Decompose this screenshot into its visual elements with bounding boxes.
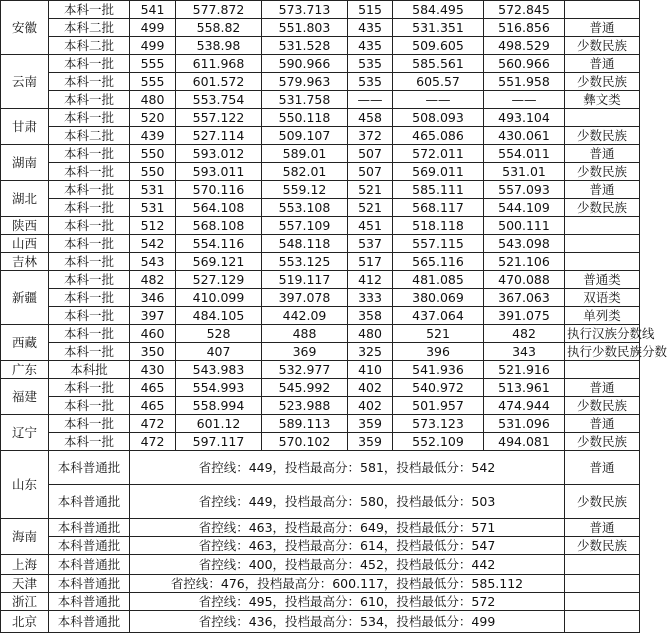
score-cell: 508.093 [393,109,484,127]
batch-cell: 本科普通批 [49,537,130,555]
score-cell: 590.966 [262,55,348,73]
note-cell [565,361,640,379]
score-cell: 509.605 [393,37,484,55]
score-cell: 435 [348,37,393,55]
batch-cell: 本科一批 [49,109,130,127]
score-cell: 521.916 [484,361,565,379]
batch-cell: 本科普通批 [49,593,130,611]
score-cell: 521 [393,325,484,343]
score-cell: 553.125 [262,253,348,271]
score-cell: 554.011 [484,145,565,163]
batch-cell: 本科二批 [49,127,130,145]
score-cell: 555 [130,73,176,91]
note-cell: 执行少数民族分数 [565,343,640,361]
score-cell: 554.116 [176,235,262,253]
table-row [1,575,640,593]
score-cell: 472 [130,433,176,451]
score-cell: 523.988 [262,397,348,415]
score-summary-cell: 省控线：449，投档最高分：581，投档最低分：542 [130,451,565,485]
score-cell: 499 [130,37,176,55]
score-cell: 579.963 [262,73,348,91]
score-cell: 537 [348,235,393,253]
note-cell [565,575,640,593]
table-row [1,91,640,109]
score-cell: 343 [484,343,565,361]
score-cell: 605.57 [393,73,484,91]
score-cell: 402 [348,397,393,415]
score-cell: 521 [348,199,393,217]
batch-cell: 本科批 [49,361,130,379]
batch-cell: 本科普通批 [49,451,130,485]
note-cell: 普通 [565,379,640,397]
table-row [1,55,640,73]
score-cell: 531.528 [262,37,348,55]
score-cell: 518.118 [393,217,484,235]
score-cell: 498.529 [484,37,565,55]
table-row [1,433,640,451]
score-cell: 550.118 [262,109,348,127]
table-row [1,307,640,325]
batch-cell: 本科一批 [49,307,130,325]
score-cell: 482 [484,325,565,343]
province-cell: 海南 [1,519,49,555]
note-cell: 普通类 [565,271,640,289]
score-cell: 410.099 [176,289,262,307]
score-cell: 551.803 [262,19,348,37]
score-cell: 507 [348,163,393,181]
province-cell: 吉林 [1,253,49,271]
province-cell: 辽宁 [1,415,49,451]
score-cell: 484.105 [176,307,262,325]
score-summary-cell: 省控线：476，投档最高分：600.117，投档最低分：585.112 [130,575,565,593]
score-cell: 557.093 [484,181,565,199]
score-cell: 372 [348,127,393,145]
province-cell: 陕西 [1,217,49,235]
batch-cell: 本科一批 [49,433,130,451]
table-row [1,181,640,199]
score-cell: 465 [130,397,176,415]
batch-cell: 本科一批 [49,235,130,253]
table-row [1,325,640,343]
score-cell: 465 [130,379,176,397]
score-cell: 557.115 [393,235,484,253]
note-cell: 少数民族 [565,73,640,91]
batch-cell: 本科二批 [49,19,130,37]
table-row [1,485,640,519]
table-row [1,199,640,217]
table-row [1,397,640,415]
score-cell: 412 [348,271,393,289]
batch-cell: 本科一批 [49,55,130,73]
note-cell: 单列类 [565,307,640,325]
table-row [1,289,640,307]
batch-cell: 本科一批 [49,91,130,109]
note-cell: 少数民族 [565,199,640,217]
score-cell: 597.117 [176,433,262,451]
score-cell: 521 [348,181,393,199]
score-cell: 396 [393,343,484,361]
score-cell: 367.063 [484,289,565,307]
score-cell: 359 [348,433,393,451]
note-cell [565,253,640,271]
table-row [1,611,640,633]
table-row [1,343,640,361]
batch-cell: 本科普通批 [49,611,130,633]
score-cell: —— [393,91,484,109]
score-cell: 380.069 [393,289,484,307]
table-row [1,145,640,163]
province-cell: 北京 [1,611,49,633]
score-cell: 564.108 [176,199,262,217]
note-cell [565,1,640,19]
score-cell: 601.12 [176,415,262,433]
table-row [1,537,640,555]
score-cell: 573.123 [393,415,484,433]
batch-cell: 本科一批 [49,343,130,361]
score-cell: 551.958 [484,73,565,91]
note-cell: 普通 [565,451,640,485]
score-cell: 531.758 [262,91,348,109]
score-cell: 435 [348,19,393,37]
score-summary-cell: 省控线：449，投档最高分：580，投档最低分：503 [130,485,565,519]
province-cell: 广东 [1,361,49,379]
score-cell: 507 [348,145,393,163]
province-cell: 湖南 [1,145,49,181]
score-cell: 582.01 [262,163,348,181]
score-summary-cell: 省控线：463，投档最高分：649，投档最低分：571 [130,519,565,537]
score-cell: 542 [130,235,176,253]
score-cell: 570.116 [176,181,262,199]
score-cell: 572.011 [393,145,484,163]
table-row [1,127,640,145]
score-summary-cell: 省控线：436，投档最高分：534，投档最低分：499 [130,611,565,633]
score-cell: 569.121 [176,253,262,271]
score-cell: 570.102 [262,433,348,451]
batch-cell: 本科一批 [49,199,130,217]
score-cell: 554.993 [176,379,262,397]
score-cell: 494.081 [484,433,565,451]
batch-cell: 本科一批 [49,1,130,19]
table-row [1,37,640,55]
score-cell: 535 [348,55,393,73]
score-cell: 601.572 [176,73,262,91]
score-cell: 439 [130,127,176,145]
note-cell: 普通 [565,19,640,37]
batch-cell: 本科一批 [49,181,130,199]
score-cell: 350 [130,343,176,361]
note-cell: 少数民族 [565,433,640,451]
score-cell: 472 [130,415,176,433]
table-row [1,361,640,379]
score-cell: 611.968 [176,55,262,73]
score-cell: 430.061 [484,127,565,145]
table-row [1,415,640,433]
score-cell: 516.856 [484,19,565,37]
score-cell: —— [484,91,565,109]
batch-cell: 本科一批 [49,253,130,271]
score-cell: 545.992 [262,379,348,397]
score-cell: 573.713 [262,1,348,19]
score-cell: 528 [176,325,262,343]
score-cell: 517 [348,253,393,271]
note-cell [565,555,640,575]
score-summary-cell: 省控线：463，投档最高分：614，投档最低分：547 [130,537,565,555]
batch-cell: 本科普通批 [49,555,130,575]
score-cell: 437.064 [393,307,484,325]
score-cell: 543.098 [484,235,565,253]
score-cell: 493.104 [484,109,565,127]
score-cell: 333 [348,289,393,307]
score-cell: 541 [130,1,176,19]
score-cell: 577.872 [176,1,262,19]
note-cell: 普通 [565,55,640,73]
score-cell: 559.12 [262,181,348,199]
score-cell: 501.957 [393,397,484,415]
batch-cell: 本科一批 [49,325,130,343]
note-cell [565,109,640,127]
score-cell: 552.109 [393,433,484,451]
score-cell: 359 [348,415,393,433]
score-cell: 391.075 [484,307,565,325]
score-cell: 553.108 [262,199,348,217]
table-row [1,253,640,271]
score-cell: 527.129 [176,271,262,289]
table-row [1,379,640,397]
province-cell: 山西 [1,235,49,253]
note-cell [565,593,640,611]
score-cell: 550 [130,145,176,163]
score-cell: 519.117 [262,271,348,289]
score-cell: 527.114 [176,127,262,145]
batch-cell: 本科一批 [49,163,130,181]
table-row [1,519,640,537]
score-cell: 532.977 [262,361,348,379]
score-cell: 593.012 [176,145,262,163]
score-cell: 521.106 [484,253,565,271]
score-cell: 325 [348,343,393,361]
note-cell: 彝文类 [565,91,640,109]
note-cell [565,217,640,235]
score-cell: 410 [348,361,393,379]
score-summary-cell: 省控线：400，投档最高分：452，投档最低分：442 [130,555,565,575]
score-cell: 512 [130,217,176,235]
province-cell: 西藏 [1,325,49,361]
score-cell: 500.111 [484,217,565,235]
score-cell: 465.086 [393,127,484,145]
score-cell: 585.111 [393,181,484,199]
score-cell: 402 [348,379,393,397]
score-cell: —— [348,91,393,109]
score-cell: 430 [130,361,176,379]
note-cell: 少数民族 [565,485,640,519]
note-cell: 少数民族 [565,397,640,415]
score-cell: 509.107 [262,127,348,145]
score-cell: 540.972 [393,379,484,397]
batch-cell: 本科普通批 [49,485,130,519]
table-body [1,1,667,633]
score-cell: 531.096 [484,415,565,433]
score-cell: 558.82 [176,19,262,37]
table-row [1,73,640,91]
score-cell: 558.994 [176,397,262,415]
batch-cell: 本科一批 [49,289,130,307]
batch-cell: 本科一批 [49,271,130,289]
score-cell: 541.936 [393,361,484,379]
note-cell: 少数民族 [565,537,640,555]
batch-cell: 本科一批 [49,217,130,235]
table-row [1,19,640,37]
score-cell: 585.561 [393,55,484,73]
score-cell: 560.966 [484,55,565,73]
score-cell: 369 [262,343,348,361]
score-cell: 550 [130,163,176,181]
score-cell: 480 [348,325,393,343]
score-cell: 553.754 [176,91,262,109]
score-cell: 515 [348,1,393,19]
score-cell: 538.98 [176,37,262,55]
province-cell: 浙江 [1,593,49,611]
table-row [1,451,640,485]
batch-cell: 本科一批 [49,379,130,397]
note-cell: 普通 [565,415,640,433]
note-cell: 少数民族 [565,163,640,181]
score-cell: 555 [130,55,176,73]
score-cell: 451 [348,217,393,235]
score-cell: 531 [130,181,176,199]
note-cell: 少数民族 [565,127,640,145]
score-cell: 480 [130,91,176,109]
score-cell: 569.011 [393,163,484,181]
batch-cell: 本科一批 [49,73,130,91]
note-cell: 双语类 [565,289,640,307]
batch-cell: 本科一批 [49,145,130,163]
note-cell: 少数民族 [565,37,640,55]
note-cell [565,611,640,633]
score-cell: 557.109 [262,217,348,235]
note-cell: 执行汉族分数线 [565,325,640,343]
province-cell: 天津 [1,575,49,593]
score-cell: 543 [130,253,176,271]
score-cell: 470.088 [484,271,565,289]
score-cell: 458 [348,109,393,127]
score-cell: 557.122 [176,109,262,127]
score-cell: 572.845 [484,1,565,19]
batch-cell: 本科一批 [49,397,130,415]
score-cell: 565.116 [393,253,484,271]
score-cell: 543.983 [176,361,262,379]
score-cell: 520 [130,109,176,127]
score-cell: 589.01 [262,145,348,163]
province-cell: 福建 [1,379,49,415]
batch-cell: 本科普通批 [49,575,130,593]
province-cell: 云南 [1,55,49,109]
province-cell: 湖北 [1,181,49,217]
table-row [1,109,640,127]
table-row [1,163,640,181]
score-cell: 397.078 [262,289,348,307]
score-cell: 568.108 [176,217,262,235]
score-cell: 499 [130,19,176,37]
score-cell: 488 [262,325,348,343]
note-cell: 普通 [565,145,640,163]
score-cell: 535 [348,73,393,91]
score-cell: 568.117 [393,199,484,217]
score-cell: 358 [348,307,393,325]
province-cell: 新疆 [1,271,49,325]
score-cell: 442.09 [262,307,348,325]
score-cell: 584.495 [393,1,484,19]
province-cell: 上海 [1,555,49,575]
score-cell: 474.944 [484,397,565,415]
score-cell: 548.118 [262,235,348,253]
note-cell [565,235,640,253]
province-cell: 甘肃 [1,109,49,145]
score-cell: 531.01 [484,163,565,181]
batch-cell: 本科一批 [49,415,130,433]
province-cell: 安徽 [1,1,49,55]
score-cell: 407 [176,343,262,361]
score-summary-cell: 省控线：495，投档最高分：610，投档最低分：572 [130,593,565,611]
note-cell: 普通 [565,181,640,199]
table-row [1,217,640,235]
score-cell: 346 [130,289,176,307]
note-cell: 普通 [565,519,640,537]
score-cell: 397 [130,307,176,325]
province-cell: 山东 [1,451,49,519]
table-row [1,555,640,575]
score-cell: 482 [130,271,176,289]
batch-cell: 本科普通批 [49,519,130,537]
score-cell: 513.961 [484,379,565,397]
batch-cell: 本科二批 [49,37,130,55]
score-cell: 544.109 [484,199,565,217]
table-row [1,1,640,19]
score-cell: 531.351 [393,19,484,37]
score-cell: 589.113 [262,415,348,433]
score-cell: 460 [130,325,176,343]
score-cell: 531 [130,199,176,217]
table-row [1,271,640,289]
table-row [1,593,640,611]
score-cell: 593.011 [176,163,262,181]
table-row [1,235,640,253]
score-cell: 481.085 [393,271,484,289]
